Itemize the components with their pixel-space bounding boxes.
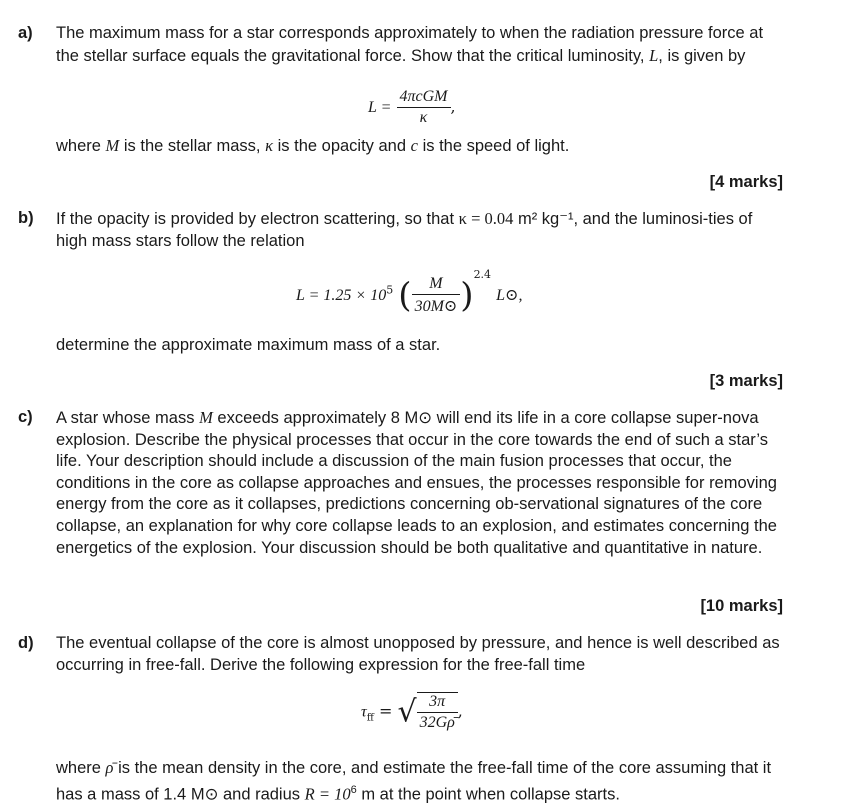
eq-d-fraction [417,692,458,732]
b-intro-a: If the opacity is provided by electron scattering, so that [56,210,455,228]
eq-a-denominator: κ [419,109,428,126]
part-d-label: d) [18,634,34,652]
a-after-M: M [105,136,120,155]
part-b-label: b) [18,209,34,227]
part-a-marks: [4 marks] [709,173,783,191]
part-b-marks: [3 marks] [709,372,783,390]
c-text-a: A star whose mass [56,409,195,427]
eq-d-equals: = [378,701,393,721]
eq-d-den: 32Gρ̄ [419,714,455,731]
d-after-a: where [56,759,101,777]
eq-d-num: 3π [417,693,458,713]
eq-a-fraction [397,88,451,127]
eq-b-num: M [412,275,461,295]
d-R-exp: 6 [350,783,357,796]
d-R-eq: R = 10 [304,784,351,804]
eq-b-den: 30M⊙ [414,298,458,315]
part-d-intro: The eventual collapse of the core is almost unopposed by pressure, and hence is well described as occurring in free-fall. Derive the following expression for the free-fall time [56,634,780,674]
a-after-kappa: κ [265,136,274,155]
eq-d-tau: τ [361,703,367,721]
part-a-intro-end: is given by [667,46,746,65]
eq-b-exp: 2.4 [473,268,492,281]
a-after-where: where [56,137,101,155]
symbol-L: L [649,45,659,65]
b-kappa-eq: κ = 0.04 [458,209,514,228]
eq-b-rhs: L⊙, [496,287,523,304]
part-b-intro [56,208,786,252]
part-a-intro: The maximum mass for a star corresponds approximately to when the radiation pressure force at the stellar surface equals the gravitational force. Show that the critical luminosity, L, is given by [56,24,764,65]
part-b-after: determine the approximate maximum mass of a star. [56,336,441,354]
eq-d-trail: , [457,701,463,721]
eq-a-lhs: L = [368,99,392,116]
a-after-t2: is the opacity and [277,137,407,155]
eq-b-lparen: ( [398,275,412,316]
a-after-c: c [410,136,418,155]
a-after-t3: is the speed of light. [422,137,570,155]
c-M: M [199,408,213,427]
eq-b-rparen: ) [460,275,474,316]
eq-d-sub: ff [366,712,374,724]
eq-b-fraction [412,275,461,316]
part-c-label: c) [18,408,33,426]
part-a-after [56,135,786,158]
d-rho: ρ̄ [105,758,114,777]
part-d-equation [361,692,463,732]
part-b-equation [296,268,522,316]
b-units: m² kg⁻¹ [517,210,574,228]
part-c-marks: [10 marks] [700,597,783,615]
a-after-t1: is the stellar mass, [123,137,261,155]
eq-d-sqrt-icon: √ [397,694,417,730]
c-text-b: exceeds approximately 8 M⊙ will end its life in a core collapse super-nova explosion. Describe the physical processes that occur in the core towards the end of such a star’s life. Your description should include a discussion of the main fusion processes that occur, the conditions in the core as collapse approaches and ensues, the processes responsible for removing energy from the core as it collapses, predictions concerning ob-servational signatures of the core collapse, an explanation for why core collapse leads to an explosion, and estimates concerning the energetics of the explosion. Your discussion should be both qualitative and quantitative in nature. [56,409,777,557]
eq-a-numerator: 4πcGM [397,88,451,108]
d-after-c: m at the point when collapse starts. [361,785,620,804]
eq-b-lhs: L = 1.25 × 10 [296,287,387,304]
part-a-intro-text: The maximum mass for a star corresponds approximately to when the radiation pressure force at the stellar surface equals the gravitational force. Show that the critical luminosity, [56,24,764,65]
eq-a-trail: , [450,97,456,116]
d-after-b: is the mean density in the core, and estimate the free-fall time of the core assuming that it has a mass of 1.4 M⊙ and radius [56,759,772,804]
part-c-text [56,407,786,559]
part-d-after [56,757,786,806]
part-a-label: a) [18,24,33,42]
part-a-equation [368,88,456,127]
b-intro-b: , and the luminosi-ties of high mass stars follow the relation [56,210,753,250]
eq-b-lhs-exp: 5 [386,283,394,297]
